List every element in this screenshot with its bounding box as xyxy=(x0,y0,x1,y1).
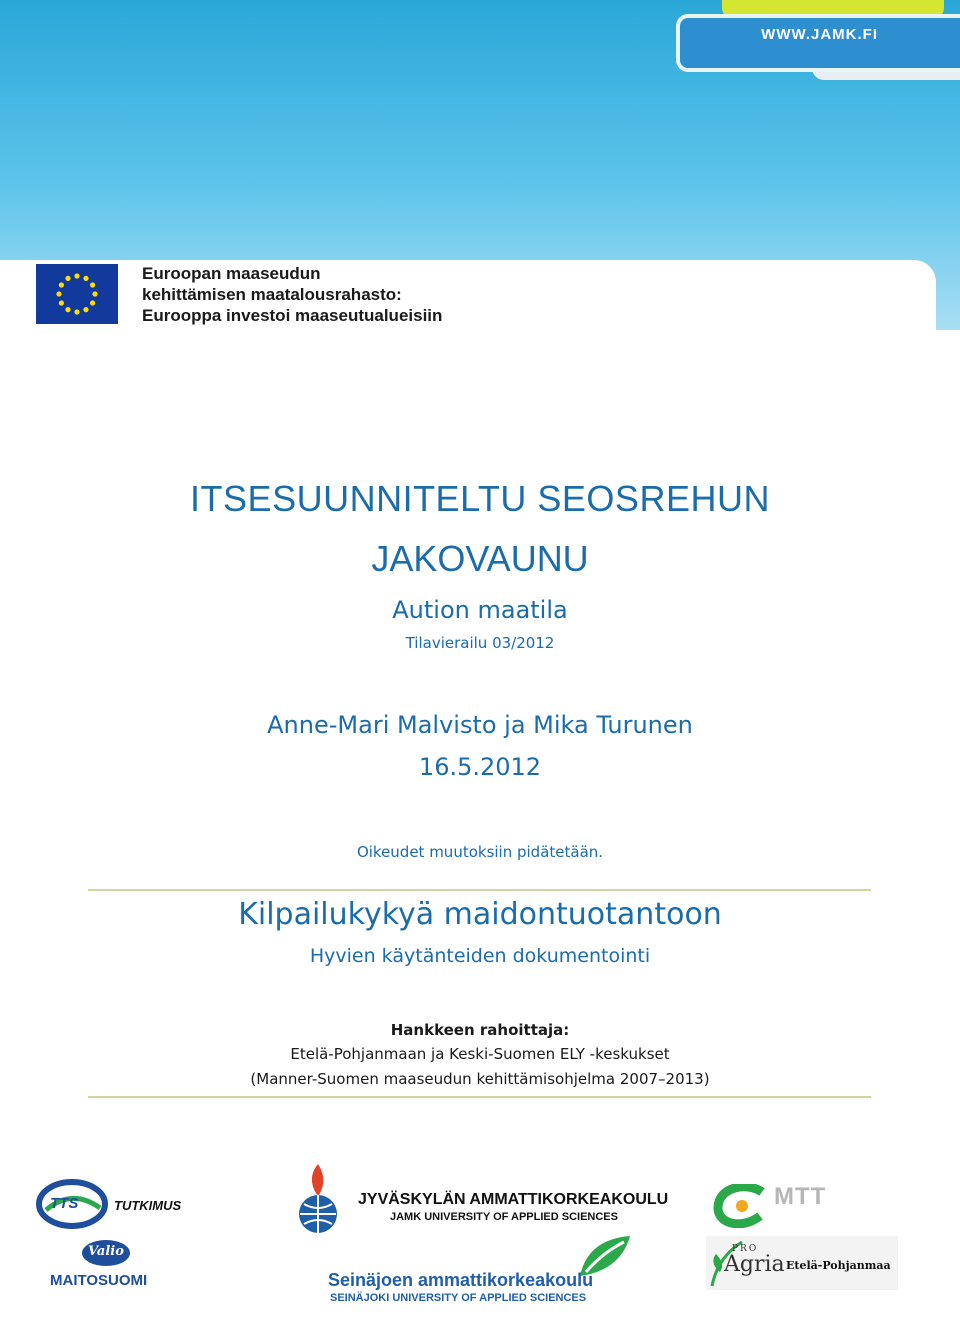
seamk-name-en: SEINÄJOKI UNIVERSITY OF APPLIED SCIENCES xyxy=(330,1292,587,1304)
maitosuomi-label: MAITOSUOMI xyxy=(50,1272,148,1289)
header-white-card xyxy=(0,260,936,350)
mtt-swirl-icon xyxy=(712,1184,772,1228)
agria-region-label: Etelä-Pohjanmaa xyxy=(786,1259,891,1272)
valio-label: Valio xyxy=(88,1244,124,1259)
url-badge xyxy=(676,14,960,72)
mtt-label: MTT xyxy=(774,1183,827,1210)
document-date: 16.5.2012 xyxy=(418,753,542,781)
eu-line-1: Euroopan maaseudun xyxy=(142,264,321,283)
eu-flag-icon xyxy=(36,264,118,324)
seamk-name-fi: Seinäjoen ammattikorkeakoulu xyxy=(328,1270,594,1290)
divider-bottom xyxy=(88,1096,871,1098)
funder-line-1: Etelä-Pohjanmaan ja Keski-Suomen ELY -keskukset xyxy=(290,1045,670,1063)
tts-tutkimus-label: TUTKIMUS xyxy=(114,1198,182,1213)
tts-tutkimus-logo xyxy=(36,1178,216,1230)
eu-line-2: kehittämisen maatalousrahasto: xyxy=(142,285,402,304)
funder-line-2: (Manner-Suomen maaseudun kehittämisohjelma 2007–2013) xyxy=(250,1070,710,1088)
agria-label: Agria xyxy=(724,1252,785,1277)
visit-label: Tilavierailu 03/2012 xyxy=(405,634,555,652)
eu-fund-text xyxy=(142,263,442,326)
jamk-name-en: JAMK UNIVERSITY OF APPLIED SCIENCES xyxy=(390,1211,618,1223)
authors: Anne-Mari Malvisto ja Mika Turunen xyxy=(267,711,693,739)
document-title-line-2: JAKOVAUNU xyxy=(371,538,589,579)
eu-line-3: Eurooppa investoi maaseutualueisiin xyxy=(142,306,443,325)
project-title: Kilpailukykyä maidontuotantoon xyxy=(238,897,722,932)
document-subtitle: Aution maatila xyxy=(392,596,568,624)
project-subtitle: Hyvien käytänteiden dokumentointi xyxy=(309,945,651,967)
funder-heading: Hankkeen rahoittaja: xyxy=(390,1021,570,1039)
pro-label: PRO xyxy=(732,1244,759,1254)
document-title-line-1: ITSESUUNNITELTU SEOSREHUN xyxy=(190,478,770,519)
header-url[interactable]: WWW.JAMK.FI xyxy=(761,26,878,43)
pro-agria-logo xyxy=(706,1236,898,1290)
tts-label: TTS xyxy=(50,1195,79,1212)
divider-top xyxy=(88,889,871,891)
valio-maitosuomi-logo xyxy=(50,1240,180,1292)
rights-notice: Oikeudet muutoksiin pidätetään. xyxy=(356,843,604,861)
jamk-name-fi: JYVÄSKYLÄN AMMATTIKORKEAKOULU xyxy=(358,1191,669,1208)
jamk-emblem-icon xyxy=(290,1162,350,1234)
